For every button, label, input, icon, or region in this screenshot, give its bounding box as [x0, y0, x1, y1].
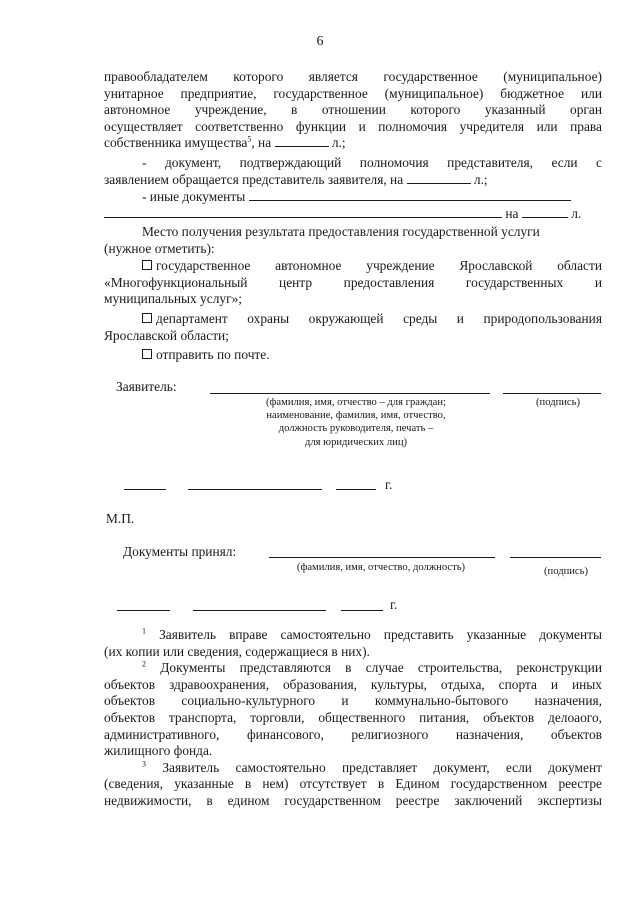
paragraph-representative-document	[104, 155, 602, 188]
applicant-label: Заявитель:	[116, 379, 177, 394]
applicant-year-suffix: г.	[385, 477, 393, 492]
pages-count-blank[interactable]	[407, 172, 471, 184]
accepted-signature-caption: (подпись)	[544, 566, 588, 577]
accepted-day-line[interactable]	[117, 610, 170, 611]
footnote-mark: 2	[142, 659, 146, 669]
receipt-option-mail[interactable]: отправить по почте.	[104, 347, 602, 364]
pages-count-blank[interactable]	[275, 135, 329, 147]
checkbox-icon[interactable]	[142, 313, 152, 323]
text-line: заявлением обращается представитель заявителя, на л.;	[104, 171, 488, 187]
text-line: на л.	[104, 206, 602, 223]
paragraph-other-documents	[104, 189, 602, 222]
text-line: объектов социально-культурного и коммунально-бытового назначения,	[104, 693, 602, 709]
text-line: объектов здравоохранения, образования, культуры, отдыха, спорта и иных	[104, 676, 602, 692]
accepted-label: Документы принял:	[123, 544, 237, 559]
text-line: - иные документы	[104, 189, 602, 206]
stamp-label: М.П.	[106, 511, 135, 526]
receipt-section	[104, 224, 602, 364]
other-documents-blank[interactable]	[249, 189, 571, 201]
accepted-year-line[interactable]	[341, 610, 383, 611]
text-line: (сведения, указанные в нем) отсутствует в Едином государственном реестре	[104, 776, 602, 792]
text-line: правообладателем которого является государственное (муниципальное)	[104, 69, 602, 84]
receipt-heading: Место получения результата предоставления государственной услуги	[142, 224, 540, 239]
text-line: недвижимости, в едином государственном реестре заключений экспертизы	[104, 792, 602, 808]
receipt-heading-2: (нужное отметить):	[104, 240, 215, 256]
applicant-signature-line[interactable]	[503, 393, 601, 394]
text-line: жилищного фонда.	[104, 743, 213, 759]
text-line: Ярославской области;	[104, 327, 229, 343]
footnote-3: $^3$ Заявитель самостоятельно представляет документ, если документ	[142, 759, 602, 775]
applicant-year-line[interactable]	[336, 489, 376, 490]
accepted-signature-line[interactable]	[510, 557, 601, 558]
applicant-caption: (фамилия, имя, отчество – для граждан; наименование, фамилия, имя, отчество, должность руководителя, печать – для юридических лиц)	[266, 397, 446, 448]
text-line: муниципальных услуг»;	[104, 291, 242, 307]
footnote-1: $^1$ Заявитель вправе самостоятельно представить указанные документы	[142, 626, 602, 642]
text-line: осуществляет соответственно функции и полномочия учредителя или права	[104, 118, 602, 134]
accepted-caption: (фамилия, имя, отчество, должность)	[296, 562, 466, 573]
footnote-mark: 5	[247, 134, 252, 144]
text-line: объектов транспорта, торговли, общественного питания, объектов делоaого,	[104, 709, 602, 725]
applicant-day-line[interactable]	[124, 489, 166, 490]
footnote-2: $^2$ Документы представляются в случае строительства, реконструкции	[142, 659, 602, 676]
checkbox-icon[interactable]	[142, 260, 152, 270]
page-number: 6	[316, 34, 324, 49]
text-line: автономное учреждение, в отношении которого указанный орган	[104, 102, 602, 118]
text-line: унитарное предприятие, государственное (муниципальное) бюджетное или	[104, 85, 602, 101]
accepted-year-suffix: г.	[390, 597, 398, 612]
applicant-signature-caption: (подпись)	[536, 397, 580, 408]
applicant-month-line[interactable]	[188, 489, 322, 490]
pages-count-blank[interactable]	[522, 206, 568, 218]
checkbox-icon[interactable]	[142, 349, 152, 359]
footnote-mark: 3	[142, 759, 146, 769]
footnotes	[104, 627, 602, 810]
paragraph-owner	[104, 69, 602, 152]
receipt-option-mfc[interactable]: государственное автономное учреждение Ярославской области	[104, 258, 602, 275]
receipt-option-department[interactable]: департамент охраны окружающей среды и природопользования	[104, 311, 602, 328]
text-line: «Многофункциональный центр предоставления государственных и	[104, 274, 602, 290]
accepted-month-line[interactable]	[193, 610, 326, 611]
text-line: собственника имущества$^5$, на л.;	[104, 134, 346, 151]
applicant-name-line[interactable]	[210, 393, 490, 394]
text-line: административного, финансового, религиозного назначения, объектов	[104, 726, 602, 742]
accepted-name-line[interactable]	[269, 557, 495, 558]
text-line: - документ, подтверждающий полномочия представителя, если с	[142, 155, 602, 170]
other-documents-blank-2[interactable]	[104, 206, 502, 218]
footnote-mark: 1	[142, 626, 146, 636]
text-line: (их копии или сведения, содержащиеся в них).	[104, 643, 370, 659]
